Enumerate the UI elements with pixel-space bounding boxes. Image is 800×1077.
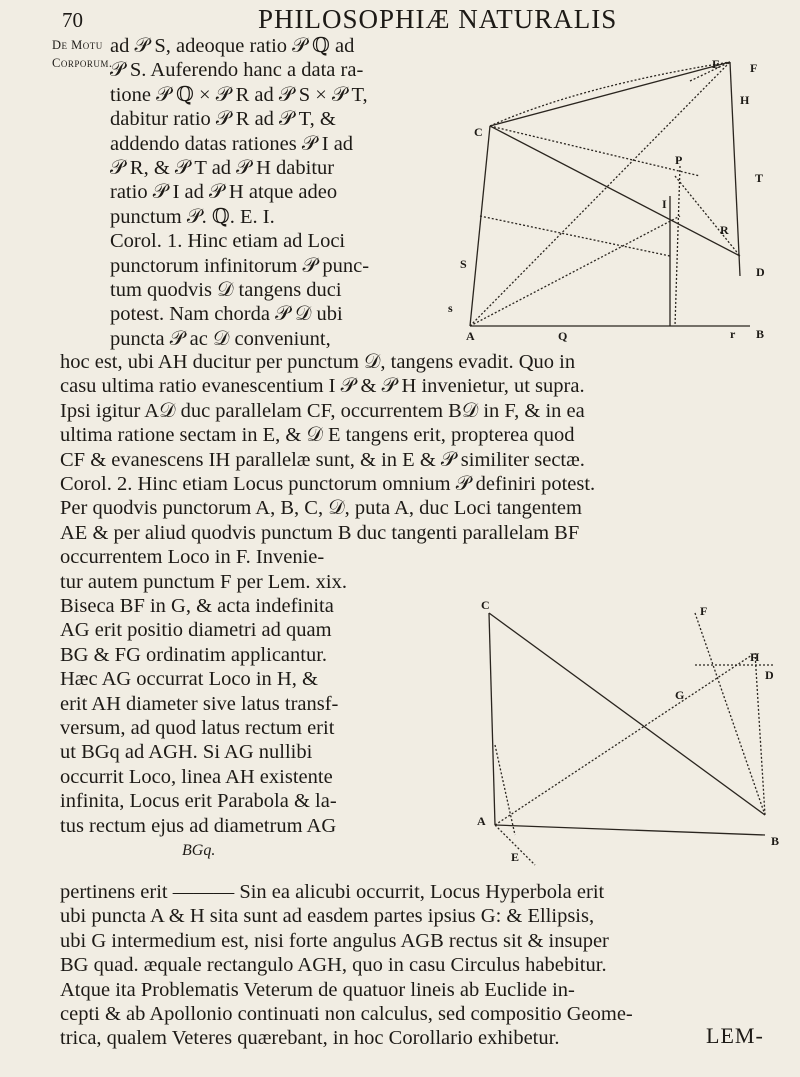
text-line: ad 𝒫 S, adeoque ratio 𝒫 ℚ ad (110, 35, 355, 57)
text-line: dabitur ratio 𝒫 R ad 𝒫 T, & (110, 108, 336, 131)
paragraph-block-4 (60, 880, 633, 1051)
figure-label: F (750, 61, 758, 75)
catchword: LEM- (706, 1023, 764, 1048)
text-line: AE & per aliud quodvis punctum B duc tangenti parallelam BF (60, 521, 580, 544)
text-line: cepti & ab Apollonio continuati non calculus, sed compositio Geome- (60, 1003, 633, 1026)
figure-label: I (662, 197, 667, 211)
text-line: addendo datas rationes 𝒫 I ad (110, 132, 354, 155)
text-line: erit AH diameter sive latus transf- (60, 692, 339, 715)
text-line: casu ultima ratio evanescentium I 𝒫 & 𝒫 H invenietur, ut supra. (60, 375, 585, 398)
paragraph-block-1 (110, 34, 369, 351)
text-line: puncta 𝒫 ac 𝒟 conveniunt, (110, 327, 331, 350)
figure-label: C (481, 598, 490, 612)
text-line: BG quad. æquale rectangulo AGH, quo in casu Circulus habebitur. (60, 954, 607, 977)
text-line: ubi puncta A & H sita sunt ad easdem partes ipsius G: & Ellipsis, (60, 905, 595, 928)
figure-label: D (765, 668, 774, 682)
text-line: occurrit Loco, linea AH existente (60, 765, 333, 788)
figure-label: s (448, 301, 453, 315)
geometric-figure-2 (475, 595, 795, 880)
figure-label: H (740, 93, 750, 107)
geometric-figure-1 (430, 56, 770, 346)
margin-note-line: Corporum. (52, 56, 113, 70)
figure-label: E (511, 850, 520, 864)
figure-label: G (675, 688, 685, 702)
figure-label: A (477, 814, 486, 828)
page-number: 70 (62, 8, 83, 32)
text-line: Hæc AG occurrat Loco in H, & (60, 668, 318, 691)
text-line: BG & FG ordinatim applicantur. (60, 643, 328, 666)
figure-label: P (675, 153, 683, 167)
text-line: Biseca BF in G, & acta indefinita (60, 595, 334, 617)
text-line: Per quodvis punctorum A, B, C, 𝒟, puta A, duc Loci tangentem (60, 497, 582, 520)
text-line: hoc est, ubi AH ducitur per punctum 𝒟, tangens evadit. Quo in (60, 351, 576, 373)
text-line: 𝒫 R, & 𝒫 T ad 𝒫 H dabitur (110, 157, 335, 180)
running-title: PHILOSOPHIÆ NATURALIS (258, 4, 618, 34)
figure-label: Q (558, 329, 568, 343)
figure-label: D (756, 265, 765, 279)
text-line: ratio 𝒫 I ad 𝒫 H atque adeo (110, 181, 338, 204)
paragraph-block-2 (60, 350, 595, 594)
text-line: infinita, Locus erit Parabola & la- (60, 790, 337, 813)
margin-note-line: De Motu (52, 38, 103, 52)
text-line: ut BGq ad AGH. Si AG nullibi (60, 741, 313, 764)
margin-note (52, 36, 112, 72)
text-line: ultima ratione sectam in E, & 𝒟 E tangens erit, propterea quod (60, 424, 575, 447)
text-line: punctum 𝒫. ℚ. E. I. (110, 205, 275, 228)
text-line: potest. Nam chorda 𝒫 𝒟 ubi (110, 303, 343, 326)
text-line: pertinens erit ——— Sin ea alicubi occurrit, Locus Hyperbola erit (60, 881, 605, 903)
figure-label: r (730, 327, 736, 341)
text-line: punctorum infinitorum 𝒫 punc- (110, 254, 370, 277)
text-line: Corol. 2. Hinc etiam Locus punctorum omnium 𝒫 definiri potest. (60, 473, 596, 496)
text-line: tum quodvis 𝒟 tangens duci (110, 279, 342, 302)
figure-label: S (460, 257, 467, 271)
figure-label: A (466, 329, 475, 343)
text-line: AG erit positio diametri ad quam (60, 619, 332, 642)
figure-label: H (750, 650, 760, 664)
text-line: versum, ad quod latus rectum erit (60, 717, 335, 740)
text-line: tione 𝒫 ℚ × 𝒫 R ad 𝒫 S × 𝒫 T, (110, 83, 368, 106)
text-line: Corol. 1. Hinc etiam ad Loci (110, 230, 346, 253)
figure-label: B (756, 327, 765, 341)
text-line: ubi G intermedium est, nisi forte angulus AGB rectus sit & insuper (60, 929, 609, 952)
figure-label: T (755, 171, 764, 185)
text-line: CF & evanescens IH parallelæ sunt, & in E & 𝒫 similiter sectæ. (60, 448, 585, 471)
text-line: occurrentem Loco in F. Invenie- (60, 546, 325, 569)
figure-label: F (700, 604, 708, 618)
figure-label: B (771, 834, 780, 848)
paragraph-block-3 (60, 594, 338, 838)
text-line: Ipsi igitur A𝒟 duc parallelam CF, occurrentem B𝒟 in F, & in ea (60, 399, 585, 422)
figure-label: C (474, 125, 483, 139)
fraction-numerator: BGq. (182, 842, 216, 859)
text-line: tur autem punctum F per Lem. xix. (60, 570, 347, 593)
text-line: trica, qualem Veteres quærebant, in hoc Corollario exhibetur. (60, 1027, 560, 1050)
figure-label: R (720, 223, 729, 237)
text-line: Atque ita Problematis Veterum de quatuor lineis ab Euclide in- (60, 978, 575, 1001)
figure-label: E (712, 57, 721, 71)
text-line: tus rectum ejus ad diametrum AG (60, 814, 337, 837)
page-header (60, 2, 760, 36)
text-line: 𝒫 S. Auferendo hanc a data ra- (110, 59, 364, 82)
